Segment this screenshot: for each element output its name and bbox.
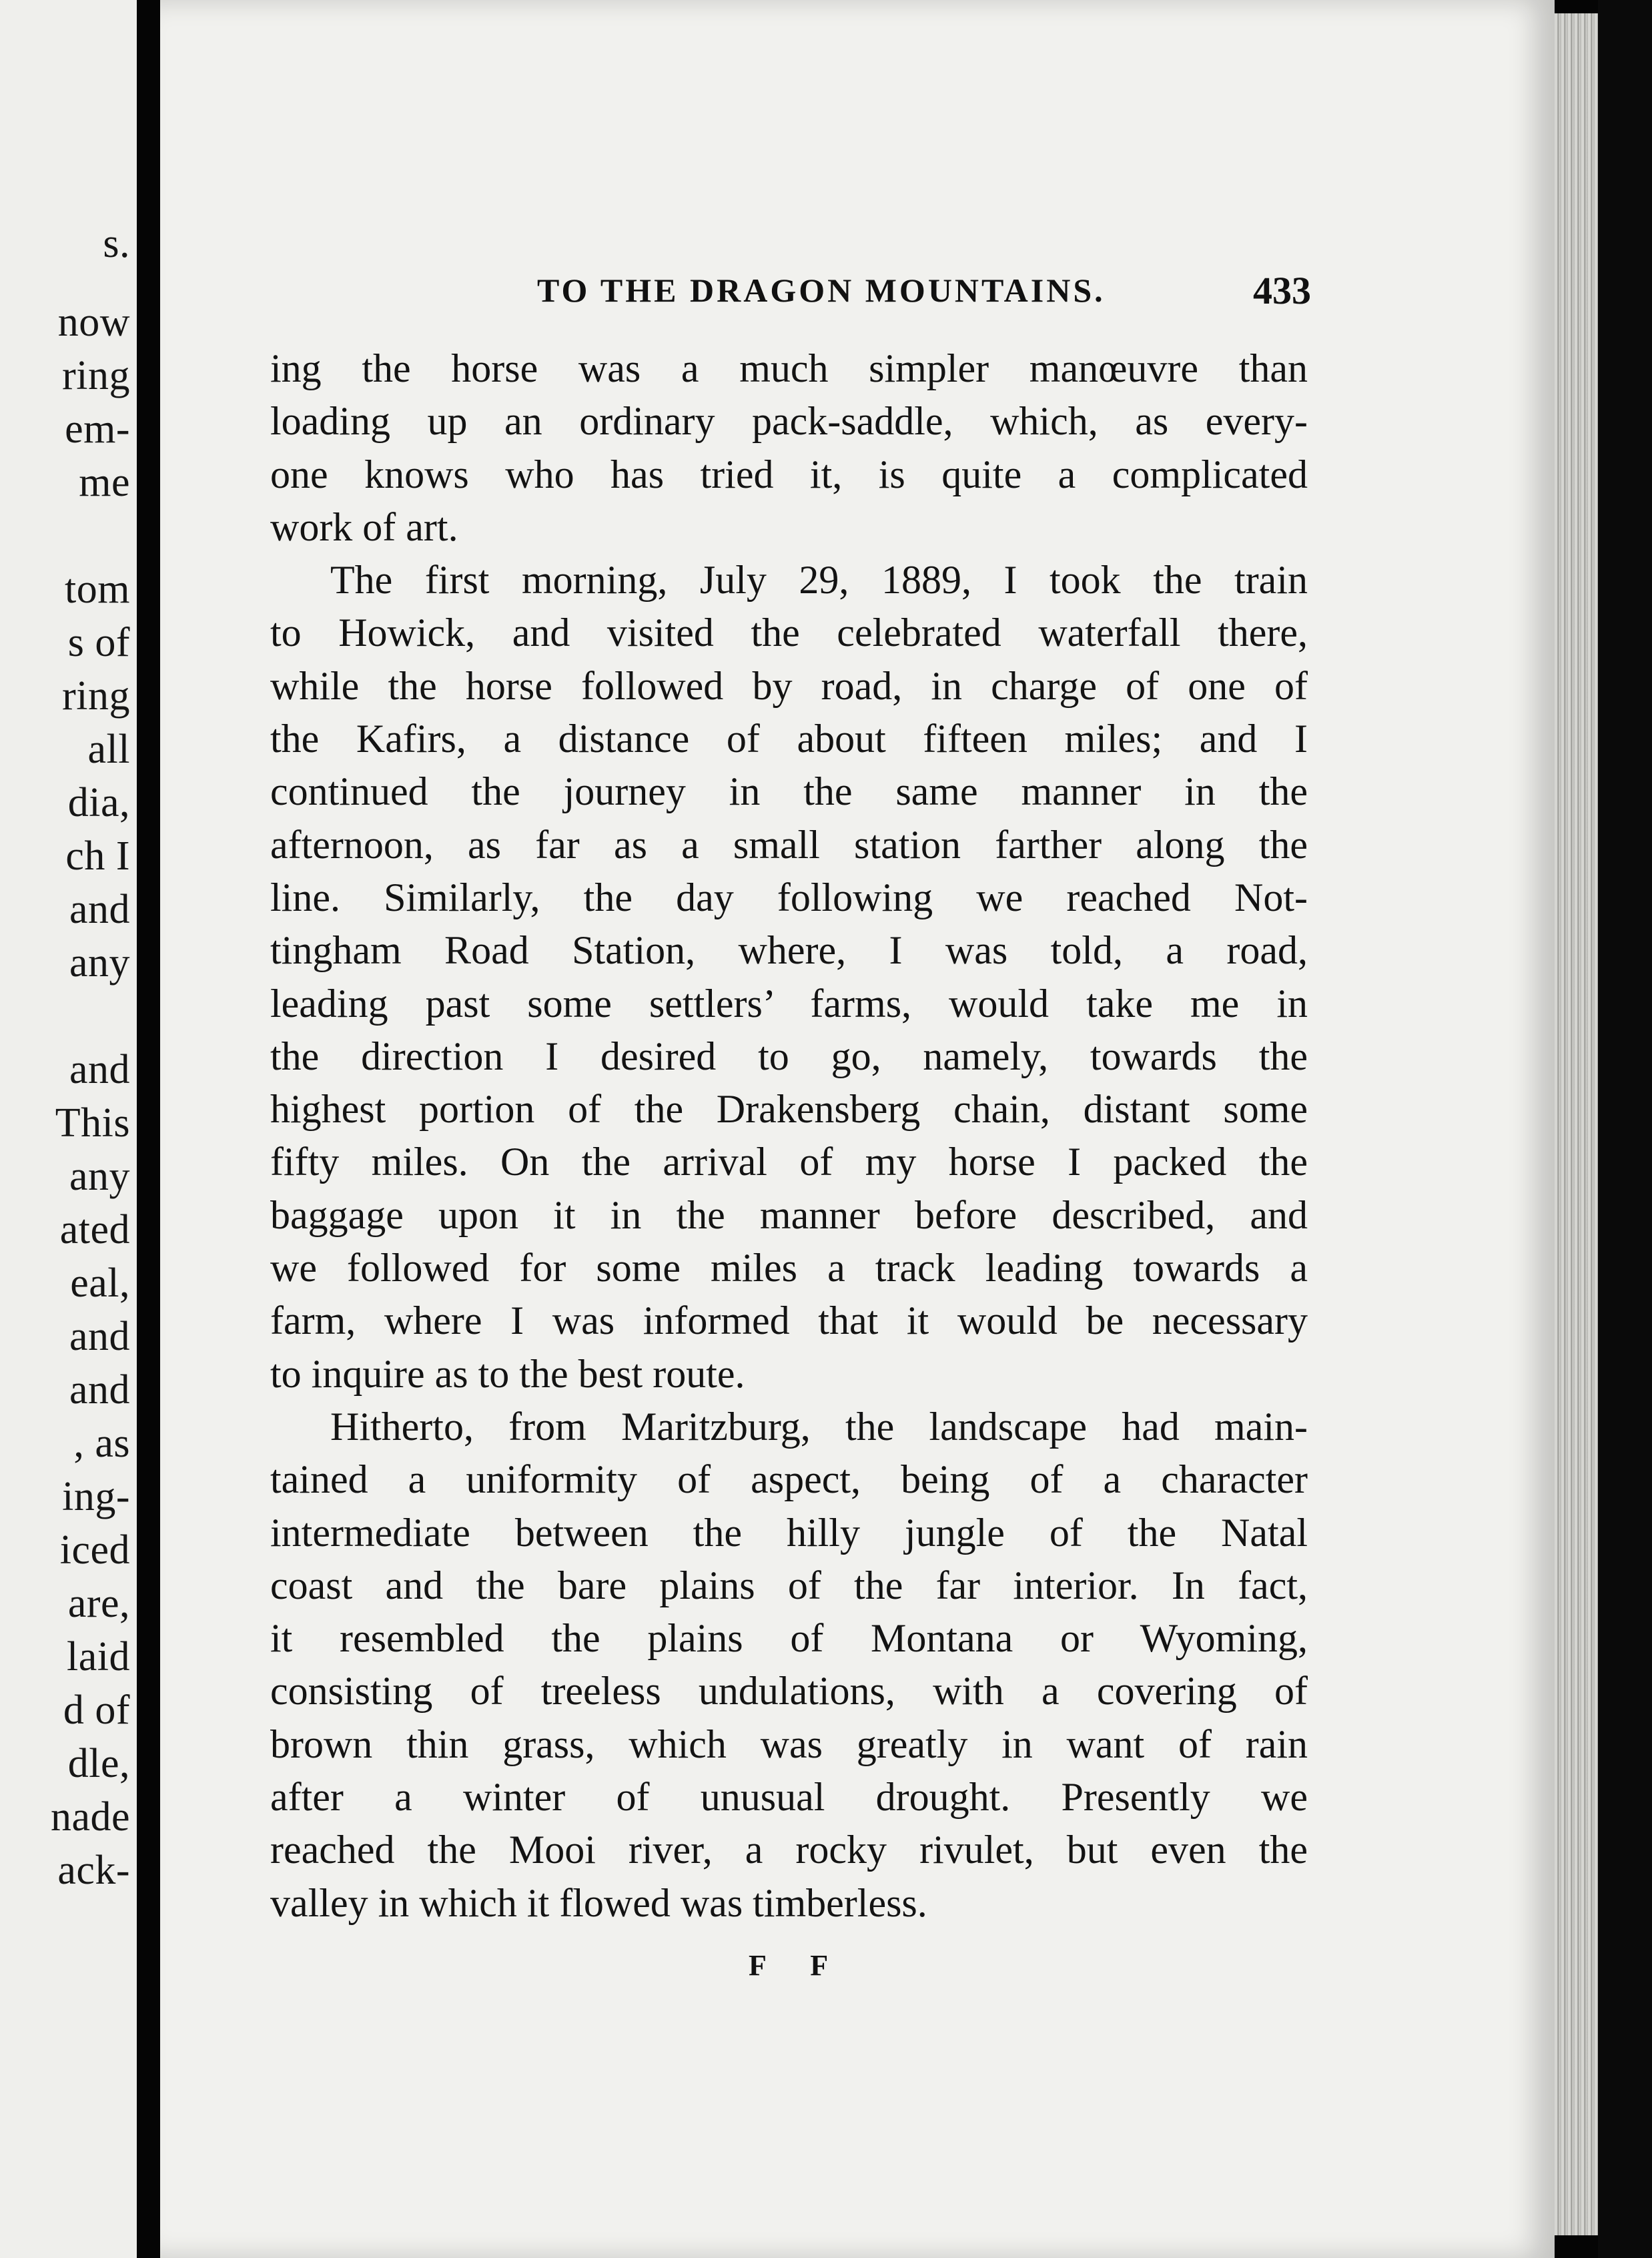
previous-page-fragment: dle, xyxy=(67,1741,130,1786)
text-line: one knows who has tried it, is quite a complicated xyxy=(270,452,1308,496)
text-line: leading past some settlers’ farms, would take me in xyxy=(270,981,1308,1026)
previous-page-fragment: and xyxy=(69,1314,130,1359)
signature-mark: F F xyxy=(749,1949,847,1982)
page-number: 433 xyxy=(1253,269,1311,312)
previous-page-fragment: are, xyxy=(67,1581,130,1626)
previous-page-fragment: and xyxy=(69,887,130,932)
text-line: continued the journey in the same manner in the xyxy=(270,769,1308,814)
previous-page-fragment: iced xyxy=(59,1527,130,1573)
text-line: to Howick, and visited the celebrated waterfall there, xyxy=(270,611,1308,655)
text-line: reached the Mooi river, a rocky rivulet, but even the xyxy=(270,1828,1308,1872)
previous-page-fragment: s. xyxy=(103,221,130,266)
text-line: after a winter of unusual drought. Presently we xyxy=(270,1775,1308,1820)
running-title: TO THE DRAGON MOUNTAINS. xyxy=(537,272,1106,309)
previous-page-edge xyxy=(0,0,137,2258)
text-line: coast and the bare plains of the far interior. In fact, xyxy=(270,1563,1308,1607)
text-line: fifty miles. On the arrival of my horse I packed the xyxy=(270,1140,1308,1184)
text-line: while the horse followed by road, in charge of one of xyxy=(270,663,1308,708)
scan-border xyxy=(1598,0,1652,2258)
previous-page-fragment: ring xyxy=(62,353,130,398)
text-line: afternoon, as far as a small station farther along the xyxy=(270,822,1308,867)
previous-page-fragment: s of xyxy=(67,620,130,665)
previous-page-fragment: laid xyxy=(67,1634,130,1679)
previous-page-fragment: em- xyxy=(65,406,130,452)
paragraph xyxy=(270,1401,1308,1930)
text-line: The first morning, July 29, 1889, I took the train xyxy=(330,558,1308,603)
previous-page-fragment: ring xyxy=(62,673,130,719)
previous-page-fragment: and xyxy=(69,1047,130,1092)
previous-page-fragment: all xyxy=(87,727,130,772)
text-line: loading up an ordinary pack-saddle, which, as every- xyxy=(270,399,1308,444)
text-line: intermediate between the hilly jungle of the Natal xyxy=(270,1510,1308,1555)
text-line: baggage upon it in the manner before described, and xyxy=(270,1192,1308,1237)
body-text xyxy=(270,342,1308,1930)
previous-page-fragment: ch I xyxy=(65,833,130,879)
text-line: consisting of treeless undulations, with a covering of xyxy=(270,1669,1308,1714)
previous-page-fragment: tom xyxy=(65,567,130,612)
text-line: we followed for some miles a track leading towards a xyxy=(270,1246,1308,1290)
previous-page-fragment: now xyxy=(57,300,130,345)
text-line: farm, where I was informed that it would be necessary xyxy=(270,1298,1308,1343)
text-line: Hitherto, from Maritzburg, the landscape had main- xyxy=(330,1404,1308,1449)
previous-page-fragment: ated xyxy=(59,1207,130,1252)
paragraph xyxy=(270,554,1308,1401)
text-line: tained a uniformity of aspect, being of a character xyxy=(270,1457,1308,1502)
previous-page-fragment: ack- xyxy=(57,1848,130,1893)
paragraph xyxy=(270,342,1308,554)
previous-page-fragment: nade xyxy=(50,1794,130,1840)
text-line: tingham Road Station, where, I was told, a road, xyxy=(270,928,1308,973)
previous-page-fragment: , as xyxy=(73,1421,130,1466)
text-line: work of art. xyxy=(270,504,458,549)
text-line: ing the horse was a much simpler manœuvre than xyxy=(270,346,1308,390)
previous-page-fragment: This xyxy=(55,1100,130,1146)
page-edges xyxy=(1555,13,1601,2235)
previous-page-fragment: ing- xyxy=(62,1474,130,1519)
previous-page-fragment: me xyxy=(79,460,130,505)
text-line: line. Similarly, the day following we reached Not- xyxy=(270,875,1308,919)
previous-page-fragment: any xyxy=(69,1154,130,1199)
previous-page-fragment: dia, xyxy=(67,780,130,825)
text-line: brown thin grass, which was greatly in want of rain xyxy=(270,1722,1308,1766)
previous-page-fragment: d of xyxy=(63,1687,130,1733)
previous-page-fragment: eal, xyxy=(70,1260,130,1306)
text-line: it resembled the plains of Montana or Wyoming, xyxy=(270,1616,1308,1661)
previous-page-fragment: any xyxy=(69,940,130,986)
text-line: the direction I desired to go, namely, towards the xyxy=(270,1034,1308,1078)
text-line: valley in which it flowed was timberless. xyxy=(270,1880,927,1925)
previous-page-fragment: and xyxy=(69,1367,130,1413)
text-line: the Kafirs, a distance of about fifteen miles; and I xyxy=(270,717,1308,761)
text-line: highest portion of the Drakensberg chain, distant some xyxy=(270,1087,1308,1132)
text-line: to inquire as to the best route. xyxy=(270,1351,745,1396)
